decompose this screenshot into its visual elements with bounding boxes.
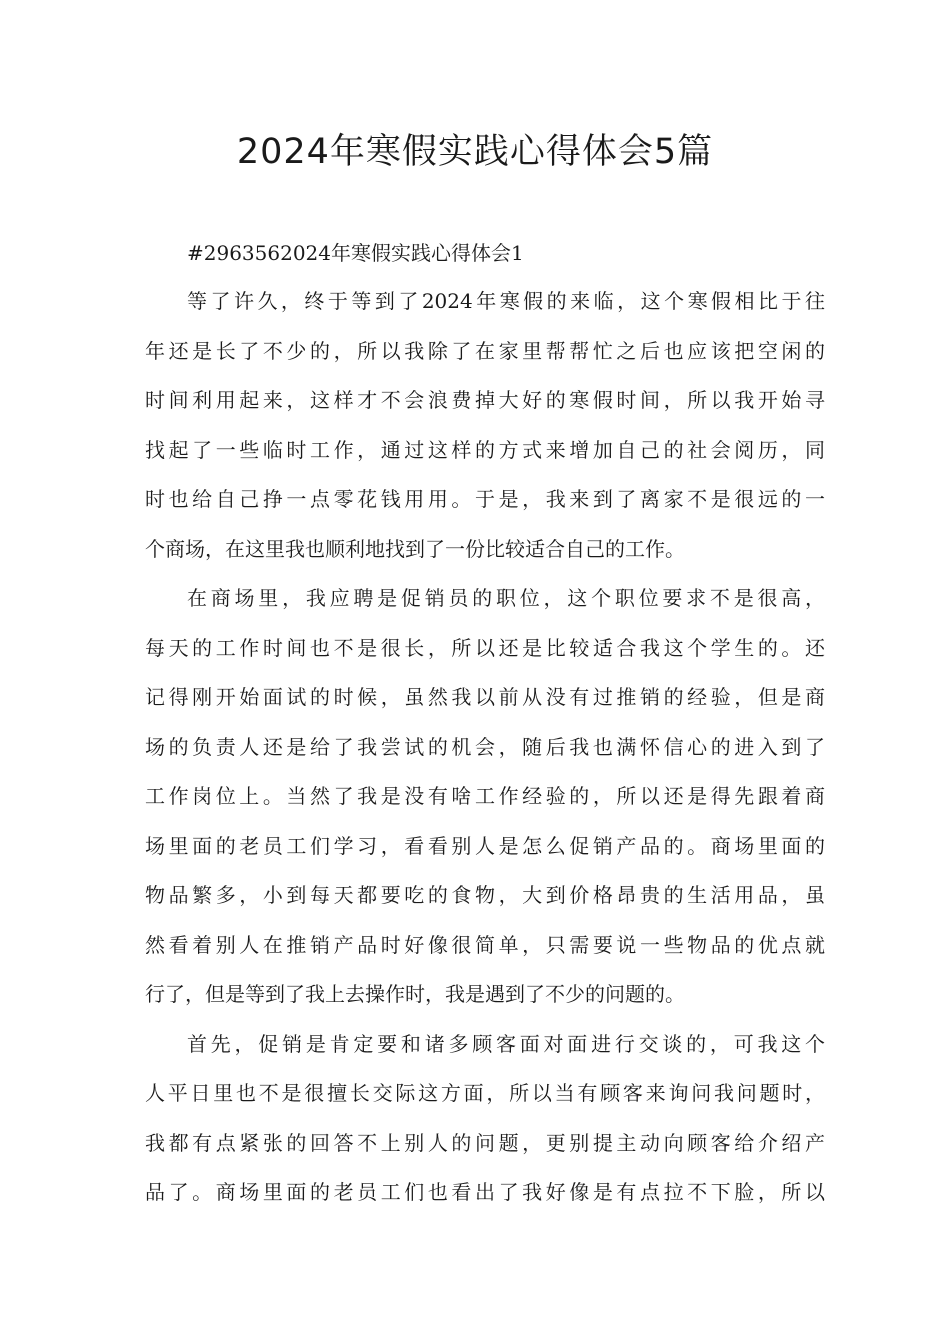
text-line: 首先，促销是肯定要和诸多顾客面对面进行交谈的，可我这个 — [187, 1031, 825, 1056]
text-line: 我都有点紧张的回答不上别人的问题，更别提主动向顾客给介绍产 — [145, 1130, 825, 1155]
text-line: 品了。商场里面的老员工们也看出了我好像是有点拉不下脸，所以 — [145, 1180, 825, 1204]
text-line: 然看着别人在推销产品时好像很简单，只需要说一些物品的优点就 — [145, 932, 825, 957]
text-line: 场里面的老员工们学习，看看别人是怎么促销产品的。商场里面的 — [145, 833, 825, 858]
document-title: 2024年寒假实践心得体会5篇 — [236, 132, 714, 172]
text-line: 物品繁多，小到每天都要吃的食物，大到价格昂贵的生活用品，虽 — [145, 883, 825, 907]
document-body — [145, 282, 825, 1223]
section-heading: #2963562024年寒假实践心得体会1 — [187, 241, 524, 265]
text-line: 年还是长了不少的，所以我除了在家里帮帮忙之后也应该把空闲的 — [145, 338, 825, 363]
paragraph-2 — [145, 579, 825, 1025]
text-line: 场的负责人还是给了我尝试的机会，随后我也满怀信心的进入到了 — [145, 734, 825, 759]
text-line: 每天的工作时间也不是很长，所以还是比较适合我这个学生的。还 — [145, 635, 825, 660]
text-line: 人平日里也不是很擅长交际这方面，所以当有顾客来询问我问题时， — [145, 1081, 825, 1105]
text-line: 工作岗位上。当然了我是没有啥工作经验的，所以还是得先跟着商 — [145, 784, 825, 808]
text-line: 记得刚开始面试的时候，虽然我以前从没有过推销的经验，但是商 — [145, 685, 825, 709]
text-line: 找起了一些临时工作，通过这样的方式来增加自己的社会阅历，同 — [145, 437, 825, 462]
text-line: 等了许久，终于等到了2024年寒假的来临，这个寒假相比于往 — [187, 289, 825, 313]
text-line: 在商场里，我应聘是促销员的职位，这个职位要求不是很高， — [187, 586, 825, 610]
text-line: 时也给自己挣一点零花钱用用。于是，我来到了离家不是很远的一 — [145, 487, 825, 511]
text-line: 个商场，在这里我也顺利地找到了一份比较适合自己的工作。 — [145, 536, 685, 561]
text-line: 行了，但是等到了我上去操作时，我是遇到了不少的问题的。 — [145, 982, 685, 1006]
paragraph-3 — [145, 1025, 825, 1223]
paragraph-1 — [145, 282, 825, 579]
text-line: 时间利用起来，这样才不会浪费掉大好的寒假时间，所以我开始寻 — [145, 388, 825, 412]
